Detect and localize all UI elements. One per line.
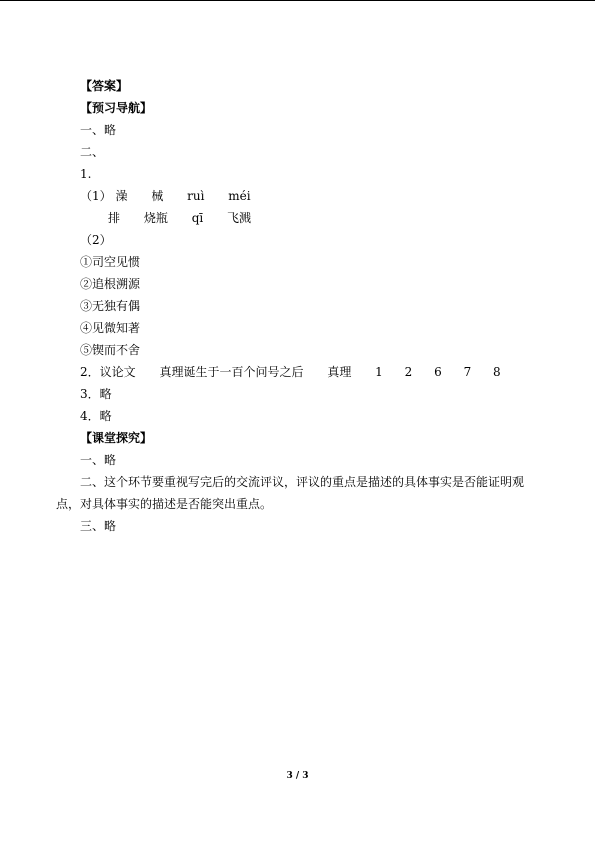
q1-label: （1） [80,189,112,203]
idiom-item: ④见微知著 [80,321,141,335]
q1-answer: méi [228,189,251,203]
sub2-answer: 7 [463,365,472,379]
page-top-border [0,0,595,1]
q1-answer: 烧瓶 [143,211,168,225]
sub2-answer: 6 [434,365,442,379]
q2-label: （2） [80,233,112,247]
sub2-answer: 真理诞生于一百个问号之后 [159,365,304,379]
q1-answer: 械 [151,189,164,203]
preview-sub-3: 3．略 [80,387,112,401]
q1-answer: qī [191,211,204,225]
class-explore-heading: 【课堂探究】 [80,431,153,445]
sub2-answer: 议论文 [99,365,136,379]
page-number: 3 / 3 [286,771,309,781]
explore-item-1: 一、略 [80,453,117,467]
q1-answer: 澡 [115,189,128,203]
preview-heading: 【预习导航】 [80,101,153,115]
idiom-item: ②追根溯源 [80,277,141,291]
sub2-answer: 8 [493,365,501,379]
sub2-answer: 2 [404,365,413,379]
explore-item-3: 三、略 [80,519,117,533]
q1-row-2 [108,211,251,225]
q1-answer: ruì [187,189,205,203]
sub2-number: 2． [80,365,100,379]
preview-item-1: 一、略 [80,123,117,137]
idiom-item: ⑤锲而不舍 [80,343,141,357]
q1-row-1 [80,189,251,203]
sub2-answer: 1 [375,365,383,379]
q1-answer: 排 [108,211,121,225]
idiom-item: ①司空见惯 [80,255,141,269]
explore-item-2: 二、这个环节要重视写完后的交流评议，评议的重点是描述的具体事实是否能证明观点，对具体事实的描述是否能突出重点。 [56,475,525,511]
preview-sub-2 [80,365,501,379]
q1-answer: 飞溅 [227,211,252,225]
answer-heading: 【答案】 [80,79,129,93]
preview-sub-4: 4．略 [80,409,112,423]
sub2-answer: 真理 [327,365,352,379]
preview-item-2: 二、 [80,145,105,159]
preview-sub-1: 1. [80,167,92,181]
idiom-item: ③无独有偶 [80,299,141,313]
